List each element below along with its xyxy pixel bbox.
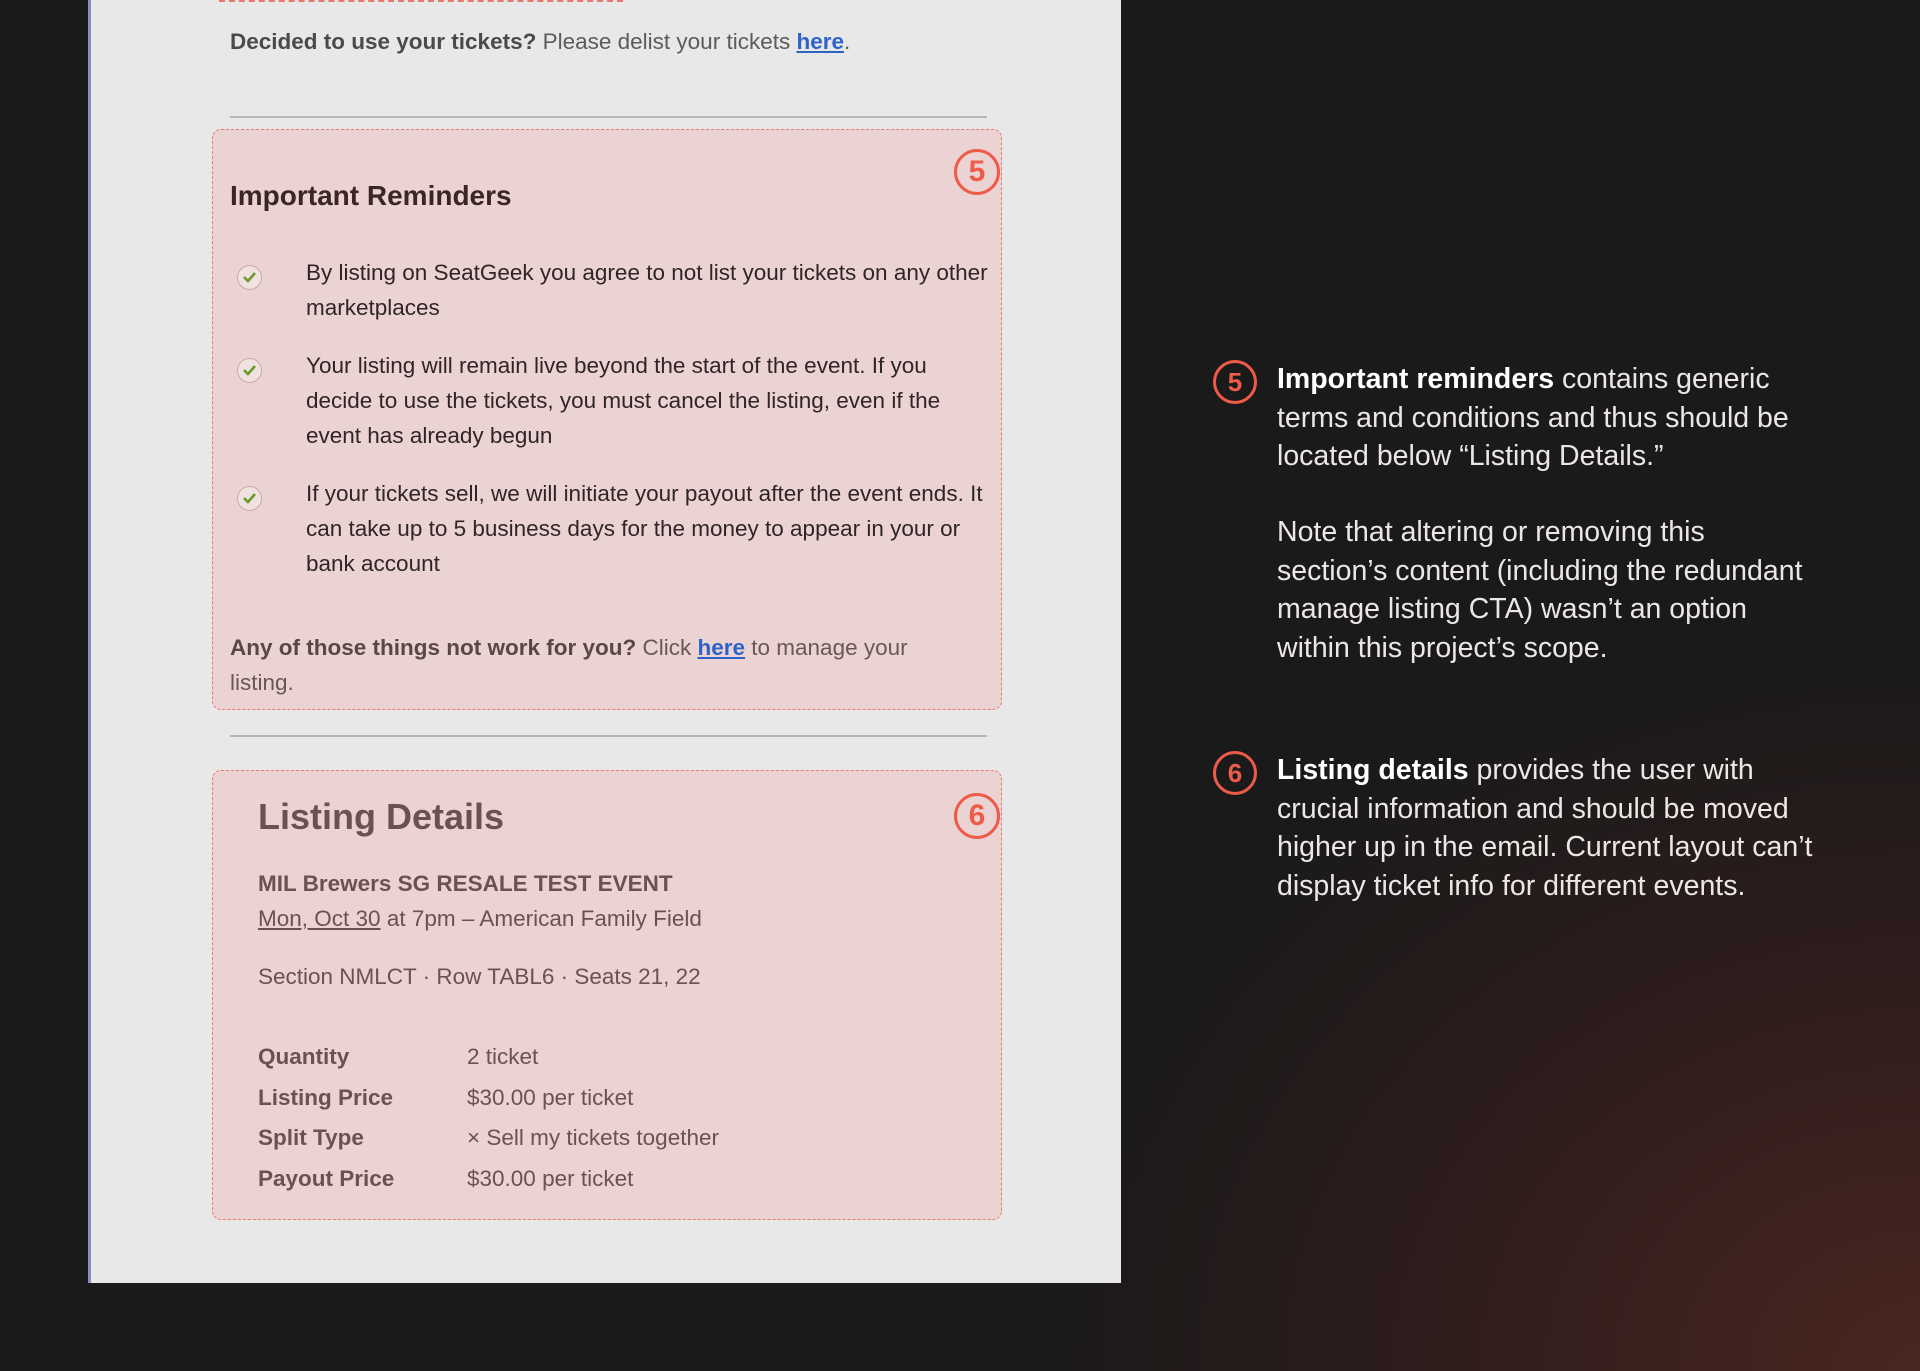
detail-value: $30.00 per ticket [467,1166,634,1191]
footer-text-end: to manage your listing. [230,635,908,695]
detail-key: Payout Price [258,1166,395,1191]
annotation-body: contains generic terms and conditions and thus should be located below “Listing Details.” [1277,363,1789,472]
annotation-bold: Important reminders [1277,363,1555,395]
callout-number-5: 5 [954,149,1000,195]
annotation-text [1277,360,1817,476]
divider [230,116,987,118]
footer-text: Click [636,635,698,660]
footer-bold: Any of those things not work for you? [230,635,637,660]
annotation-bold: Listing details [1277,754,1469,786]
reminders-footer [230,630,970,700]
check-icon [237,358,262,383]
detail-value: $30.00 per ticket [467,1085,634,1110]
check-icon [237,486,262,511]
important-reminders-section [212,129,1002,710]
detail-value: 2 ticket [467,1044,539,1069]
event-name: MIL Brewers SG RESALE TEST EVENT [258,871,673,896]
manage-listing-link[interactable]: here [697,635,746,660]
detail-value: × Sell my tickets together [467,1125,719,1150]
detail-key: Split Type [258,1125,364,1150]
reminder-text: By listing on SeatGeek you agree to not list your tickets on any other marketplaces [306,260,988,320]
reminder-text: Your listing will remain live beyond the start of the event. If you decide to use the tickets, you must cancel the listing, even if the event has already begun [306,353,941,448]
event-date: Mon, Oct 30 [258,906,381,931]
listing-details-section [212,770,1002,1220]
check-icon [237,265,262,290]
seat-info: Section NMLCT · Row TABL6 · Seats 21, 22 [258,964,701,989]
reminders-title: Important Reminders [230,180,512,211]
delist-end: . [844,29,851,54]
delist-link[interactable]: here [796,29,844,54]
annotation-number-5: 5 [1213,360,1257,404]
event-time-venue: at 7pm – American Family Field [380,906,702,931]
annotation-body: provides the user with crucial information and should be moved higher up in the email. Current layout can’t display ticket info for different events. [1277,754,1813,902]
detail-key: Listing Price [258,1085,394,1110]
delist-bold: Decided to use your tickets? [230,29,537,54]
event-datetime [258,906,702,932]
reminder-text: If your tickets sell, we will initiate your payout after the event ends. It can take up to 5 business days for the money to appear in your or bank account [306,481,983,576]
divider [230,735,987,737]
annotation-text [1277,751,1817,905]
previous-section-border [219,0,623,2]
listing-details-title: Listing Details [258,796,505,837]
email-preview [88,0,1121,1283]
callout-number-6: 6 [954,793,1000,839]
annotation-note: Note that altering or removing this section’s content (including the redundant manage listing CTA) wasn’t an option within this project’s scope. [1277,516,1803,664]
delist-text: Please delist your tickets [536,29,797,54]
delist-notice [230,29,850,55]
annotation-number-6: 6 [1213,751,1257,795]
detail-key: Quantity [258,1044,350,1069]
